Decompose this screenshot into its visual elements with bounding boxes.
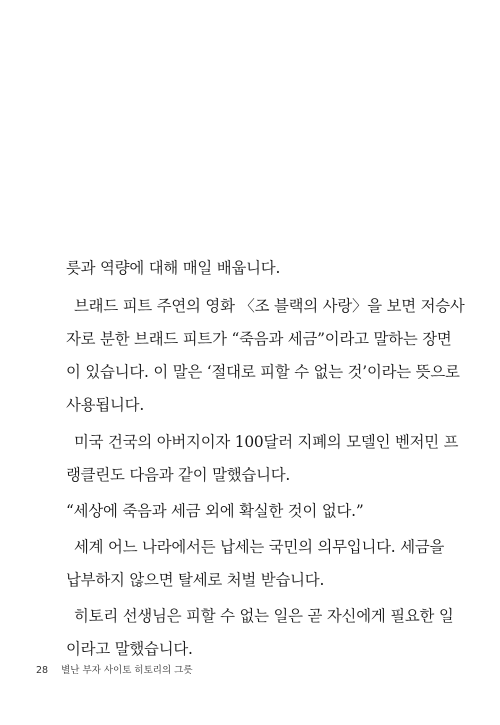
text-line: 미국 건국의 아버지이자 100달러 지폐의 모델인 벤저민 프 [74,433,459,451]
page-number: 28 [36,665,49,676]
text-line: 릇과 역량에 대해 매일 배웁니다. [66,259,281,277]
page-footer [36,662,193,676]
text-line: 히토리 선생님은 피할 수 없는 일은 곧 자신에게 필요한 일 [74,607,454,625]
text-line: 사용됩니다. [66,396,145,414]
text-line: 자로 분한 브래드 피트가 “죽음과 세금”이라고 말하는 장면 [66,330,452,348]
text-line: 이라고 말했습니다. [66,640,193,658]
text-line: 이 있습니다. 이 말은 ‘절대로 피할 수 없는 것’이라는 뜻으로 [66,363,460,381]
text-line: 납부하지 않으면 탈세로 처벌 받습니다. [66,571,325,589]
text-line: 브래드 피트 주연의 영화 〈조 블랙의 사랑〉을 보면 저승사 [74,297,465,315]
text-line: 세계 어느 나라에서든 납세는 국민의 의무입니다. 세금을 [74,538,445,556]
text-line: 랭클린도 다음과 같이 말했습니다. [66,466,291,484]
quote-line: “세상에 죽음과 세금 외에 확실한 것이 없다.” [66,502,364,520]
book-title: 별난 부자 사이토 히토리의 그릇 [61,665,193,676]
